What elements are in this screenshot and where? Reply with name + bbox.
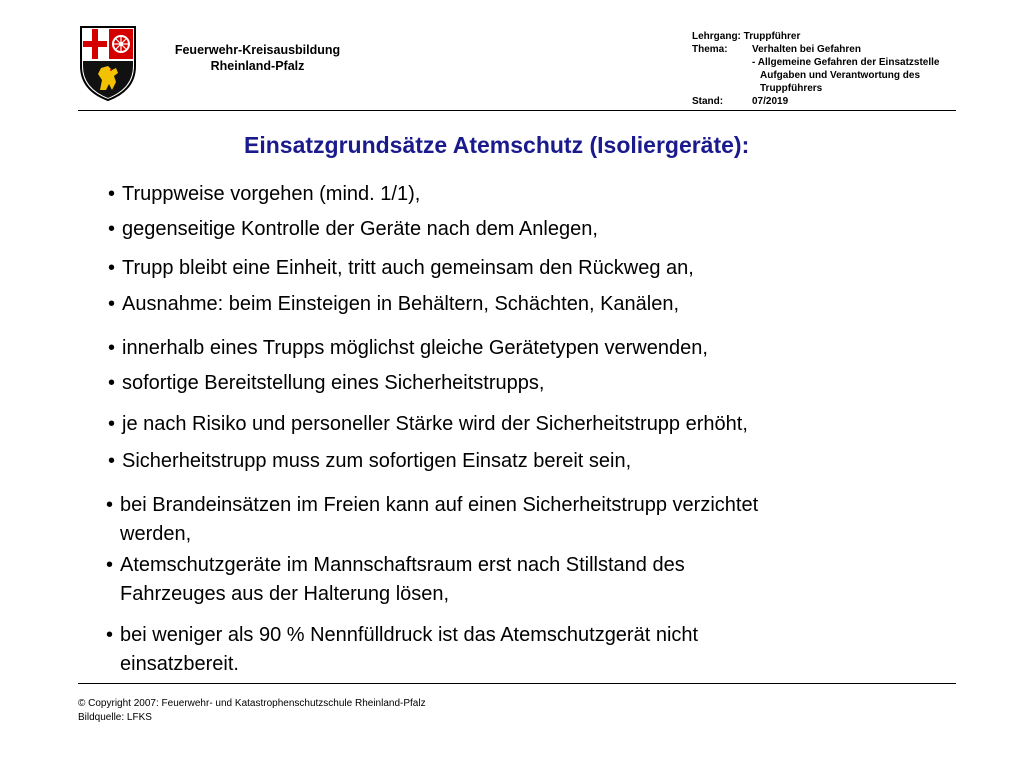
footer-divider bbox=[78, 683, 956, 684]
bullet-item bbox=[106, 551, 685, 609]
bullet-item bbox=[108, 334, 708, 363]
stand-label: Stand: bbox=[692, 96, 724, 107]
bullet-item bbox=[108, 369, 544, 398]
bullet-item bbox=[108, 254, 694, 283]
bullet-text: sofortige Bereitstellung eines Sicherheitstrupps, bbox=[122, 372, 545, 394]
bullet-item bbox=[108, 290, 679, 319]
course-lehrgang bbox=[692, 30, 939, 43]
footer bbox=[78, 697, 426, 725]
bullet-text: bei weniger als 90 % Nennfülldruck ist das Atemschutzgerät nicht bbox=[120, 624, 699, 646]
bullet-dot: • bbox=[108, 183, 116, 205]
course-thema bbox=[692, 43, 939, 56]
org-line-2: Rheinland-Pfalz bbox=[210, 59, 305, 73]
bullet-item bbox=[108, 180, 420, 209]
image-source-text: Bildquelle: LFKS bbox=[78, 712, 152, 723]
thema-sub-2-text: Aufgaben und Verantwortung des bbox=[760, 70, 921, 81]
thema-sub-3-text: Truppführers bbox=[760, 83, 823, 94]
bullet-text: Truppweise vorgehen (mind. 1/1), bbox=[122, 183, 421, 205]
course-stand bbox=[692, 95, 939, 108]
rheinland-pfalz-coat-of-arms-icon bbox=[78, 24, 138, 102]
bullet-dot: • bbox=[106, 494, 114, 516]
stand-value: 07/2019 bbox=[752, 96, 789, 107]
copyright-text: © Copyright 2007: Feuerwehr- und Katastrophenschutzschule Rheinland-Pfalz bbox=[78, 698, 426, 709]
lehrgang-text: Lehrgang: Truppführer bbox=[692, 31, 801, 42]
bullet-text: Ausnahme: beim Einsteigen in Behältern, Schächten, Kanälen, bbox=[122, 293, 680, 315]
bullet-dot: • bbox=[108, 293, 116, 315]
organization-name bbox=[150, 42, 365, 74]
bullet-text-continuation: Fahrzeuges aus der Halterung lösen, bbox=[120, 583, 450, 605]
thema-label: Thema: bbox=[692, 44, 728, 55]
bullet-text: innerhalb eines Trupps möglichst gleiche Gerätetypen verwenden, bbox=[122, 337, 708, 359]
bullet-item bbox=[106, 491, 758, 549]
thema-value: Verhalten bei Gefahren bbox=[752, 44, 861, 55]
bullet-text: gegenseitige Kontrolle der Geräte nach dem Anlegen, bbox=[122, 218, 598, 240]
bullet-dot: • bbox=[108, 372, 116, 394]
bullet-text: Atemschutzgeräte im Mannschaftsraum erst nach Stillstand des bbox=[120, 554, 685, 576]
bullet-text-continuation: einsatzbereit. bbox=[120, 653, 239, 675]
bullet-dot: • bbox=[108, 413, 116, 435]
bullet-item bbox=[106, 621, 698, 679]
thema-sub-3 bbox=[692, 82, 939, 95]
bullet-dot: • bbox=[106, 554, 114, 576]
bullet-dot: • bbox=[108, 257, 116, 279]
bullet-text-continuation: werden, bbox=[120, 523, 192, 545]
thema-sub-1 bbox=[692, 56, 939, 69]
bullet-item bbox=[108, 410, 748, 439]
bullet-dot: • bbox=[108, 218, 116, 240]
bullet-text: bei Brandeinsätzen im Freien kann auf einen Sicherheitstrupp verzichtet bbox=[120, 494, 759, 516]
bullet-item bbox=[108, 215, 598, 244]
course-meta bbox=[692, 30, 939, 108]
bullet-text: Sicherheitstrupp muss zum sofortigen Einsatz bereit sein, bbox=[122, 450, 632, 472]
org-line-1: Feuerwehr-Kreisausbildung bbox=[174, 43, 341, 57]
header-divider bbox=[78, 110, 956, 111]
thema-sub-2 bbox=[692, 69, 939, 82]
bullet-dot: • bbox=[108, 337, 116, 359]
thema-sub-1-text: - Allgemeine Gefahren der Einsatzstelle bbox=[752, 57, 940, 68]
bullet-text: je nach Risiko und personeller Stärke wird der Sicherheitstrupp erhöht, bbox=[122, 413, 748, 435]
bullet-dot: • bbox=[108, 450, 116, 472]
slide-title: Einsatzgrundsätze Atemschutz (Isoliergeräte): bbox=[244, 132, 750, 158]
bullet-dot: • bbox=[106, 624, 114, 646]
bullet-item bbox=[108, 447, 631, 476]
bullet-text: Trupp bleibt eine Einheit, tritt auch gemeinsam den Rückweg an, bbox=[122, 257, 694, 279]
